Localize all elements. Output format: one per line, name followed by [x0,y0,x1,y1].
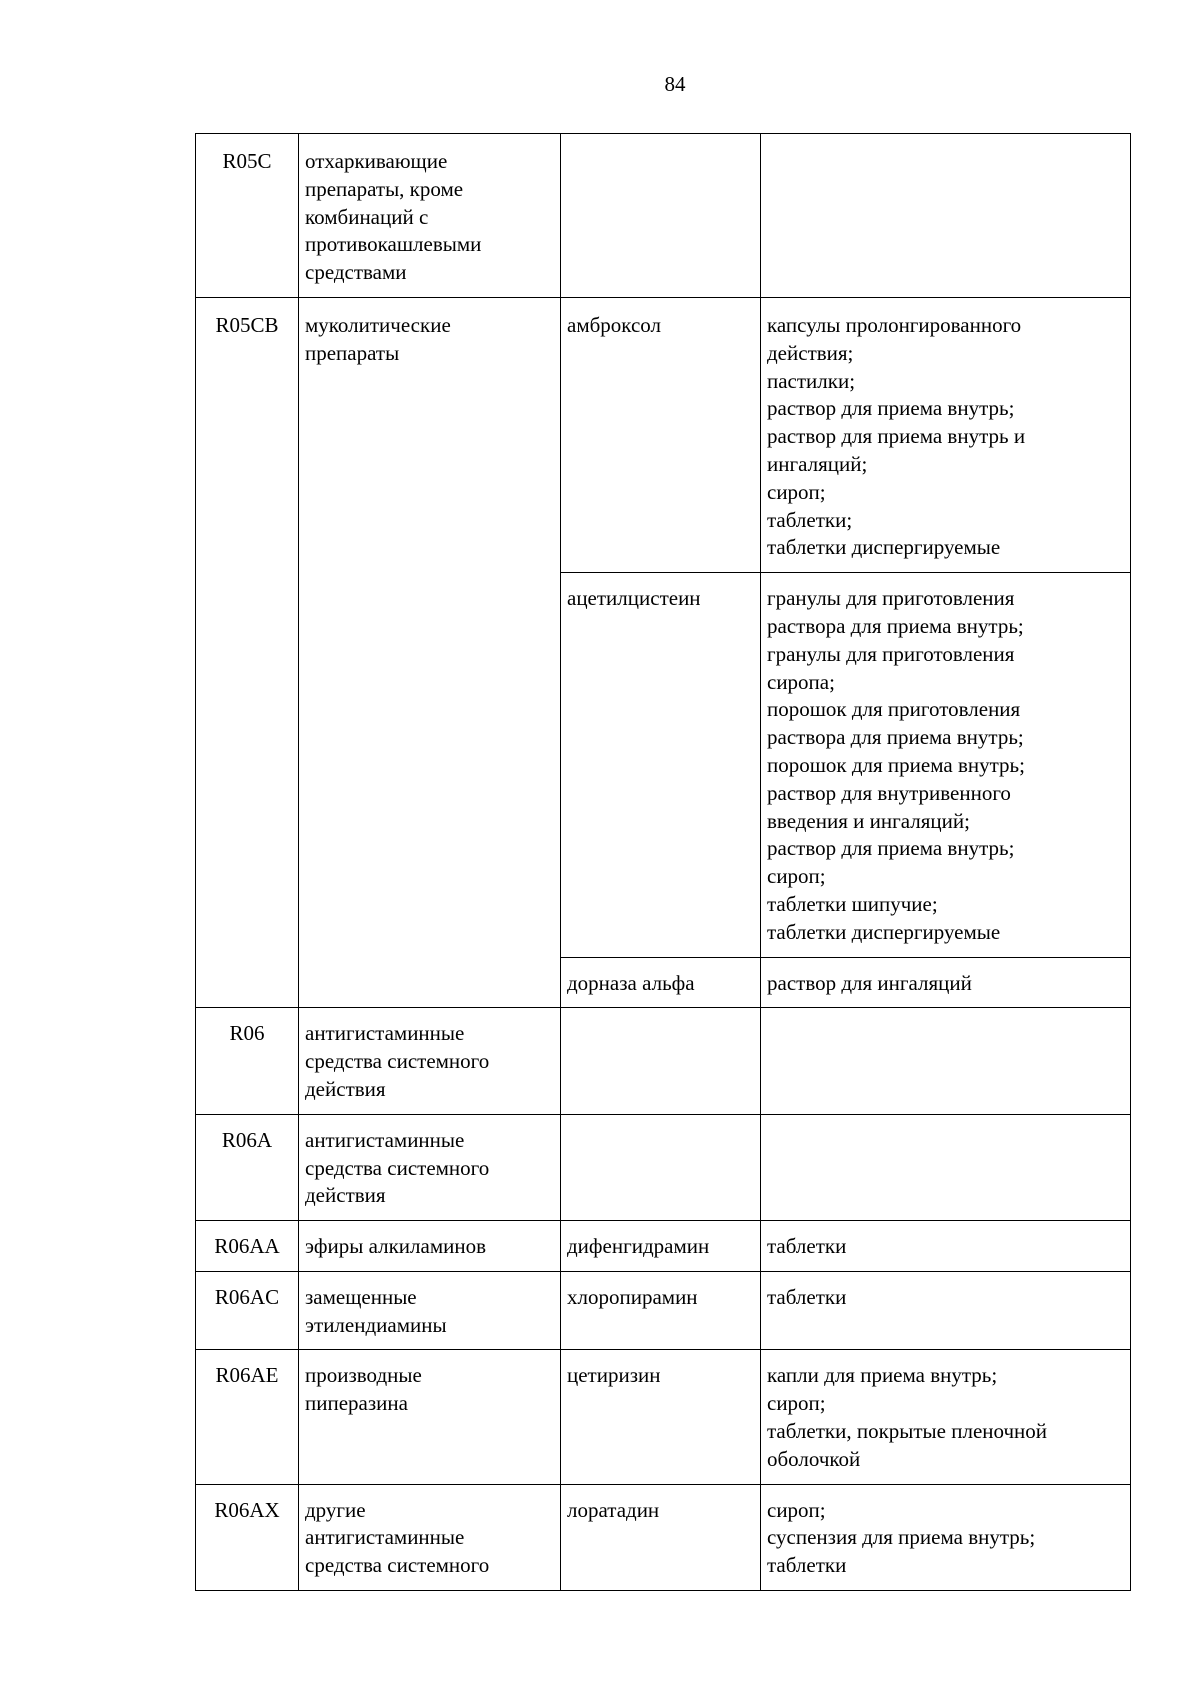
dosage-form-line: гранулы для приготовления [767,641,1015,666]
dosage-form-line: пастилки; [767,368,856,393]
atc-code-cell: R06 [196,1008,299,1114]
dosage-form-line: раствора для приема внутрь; [767,725,1024,750]
group-name-line: средства системного [305,1155,490,1180]
drug-name-cell: хлоропирамин [561,1271,761,1350]
dosage-form-line: таблетки диспергируемые [767,535,1001,560]
atc-drug-table [195,133,1131,1591]
group-name-line: действия [305,1183,386,1208]
dosage-form-line: таблетки [767,1284,847,1309]
table-row [196,1114,1131,1220]
group-name-line: отхаркивающие [305,149,448,173]
table-row [196,1008,1131,1114]
dosage-form-cell [761,1350,1131,1484]
dosage-form-cell [761,297,1131,572]
atc-code-cell: R06AC [196,1271,299,1350]
dosage-form-cell [761,1008,1131,1114]
table-row [196,1484,1131,1590]
dosage-form-line: раствор для приема внутрь и [767,424,1026,449]
drug-name-cell: амброксол [561,297,761,572]
group-name-line: действия [305,1076,386,1101]
dosage-form-cell [761,1271,1131,1350]
group-name-line: противокашлевыми [305,232,482,257]
group-name-line: комбинаций с [305,204,429,229]
dosage-form-line: раствор для приема внутрь; [767,396,1015,421]
group-name-line: производные [305,1363,422,1388]
group-name-line: антигистаминные [305,1021,465,1046]
group-name-line: средствами [305,260,407,285]
atc-code-cell: R05C [196,134,299,298]
group-name-line: пиперазина [305,1391,408,1416]
table-row [196,134,1131,298]
drug-name-cell: дорназа альфа [561,957,761,1008]
atc-code-cell: R06AA [196,1221,299,1272]
dosage-form-line: порошок для приготовления [767,697,1021,722]
group-name-line: препараты [305,340,400,365]
table-row [196,1271,1131,1350]
dosage-form-line: введения и ингаляций; [767,808,970,833]
group-name-cell [299,297,561,1007]
dosage-form-line: действия; [767,340,854,365]
dosage-form-line: оболочкой [767,1446,861,1471]
dosage-form-line: таблетки диспергируемые [767,919,1001,944]
drug-name-cell: ацетилцистеин [561,573,761,957]
table-row [196,297,1131,572]
dosage-form-line: сироп; [767,1391,826,1416]
dosage-form-line: сиропа; [767,669,835,694]
group-name-line: замещенные [305,1284,417,1309]
drug-name-cell: лоратадин [561,1484,761,1590]
dosage-form-line: гранулы для приготовления [767,586,1015,611]
drug-name-cell [561,1008,761,1114]
group-name-cell [299,1271,561,1350]
dosage-form-cell [761,1114,1131,1220]
drug-name-cell: цетиризин [561,1350,761,1484]
group-name-cell [299,1114,561,1220]
dosage-form-line: сироп; [767,479,826,504]
group-name-cell [299,1008,561,1114]
dosage-form-line: таблетки шипучие; [767,891,938,916]
dosage-form-line: раствор для внутривенного [767,780,1011,805]
atc-code-cell: R06A [196,1114,299,1220]
dosage-form-cell [761,957,1131,1008]
dosage-form-cell [761,1484,1131,1590]
group-name-line: препараты, кроме [305,176,464,201]
dosage-form-line: капсулы пролонгированного [767,312,1022,337]
group-name-line: этилендиамины [305,1312,447,1337]
group-name-cell [299,134,561,298]
group-name-line: средства системного [305,1049,490,1074]
group-name-cell [299,1350,561,1484]
dosage-form-line: капли для приема внутрь; [767,1363,998,1388]
dosage-form-cell [761,134,1131,298]
drug-name-cell [561,1114,761,1220]
dosage-form-line: таблетки; [767,507,853,532]
dosage-form-line: таблетки [767,1553,847,1578]
dosage-form-line: сироп; [767,864,826,889]
group-name-line: другие [305,1497,366,1522]
group-name-line: средства системного [305,1553,490,1578]
dosage-form-line: раствор для ингаляций [767,970,972,995]
dosage-form-line: раствора для приема внутрь; [767,613,1024,638]
dosage-form-line: порошок для приема внутрь; [767,752,1025,777]
dosage-form-line: сироп; [767,1497,826,1522]
atc-code-cell: R06AX [196,1484,299,1590]
dosage-form-cell [761,1221,1131,1272]
table-row [196,1350,1131,1484]
dosage-form-cell [761,573,1131,957]
group-name-line: антигистаминные [305,1525,465,1550]
group-name-cell [299,1221,561,1272]
table-row [196,1221,1131,1272]
dosage-form-line: раствор для приема внутрь; [767,836,1015,861]
group-name-line: антигистаминные [305,1127,465,1152]
atc-code-cell: R06AE [196,1350,299,1484]
dosage-form-line: таблетки [767,1234,847,1259]
dosage-form-line: суспензия для приема внутрь; [767,1525,1036,1550]
atc-code-cell: R05CB [196,297,299,1007]
group-name-line: муколитические [305,312,451,337]
group-name-line: эфиры алкиламинов [305,1234,487,1259]
dosage-form-line: ингаляций; [767,451,868,476]
drug-name-cell: дифенгидрамин [561,1221,761,1272]
dosage-form-line: таблетки, покрытые пленочной [767,1419,1048,1444]
page-number: 84 [664,72,686,96]
group-name-cell [299,1484,561,1590]
drug-name-cell [561,134,761,298]
